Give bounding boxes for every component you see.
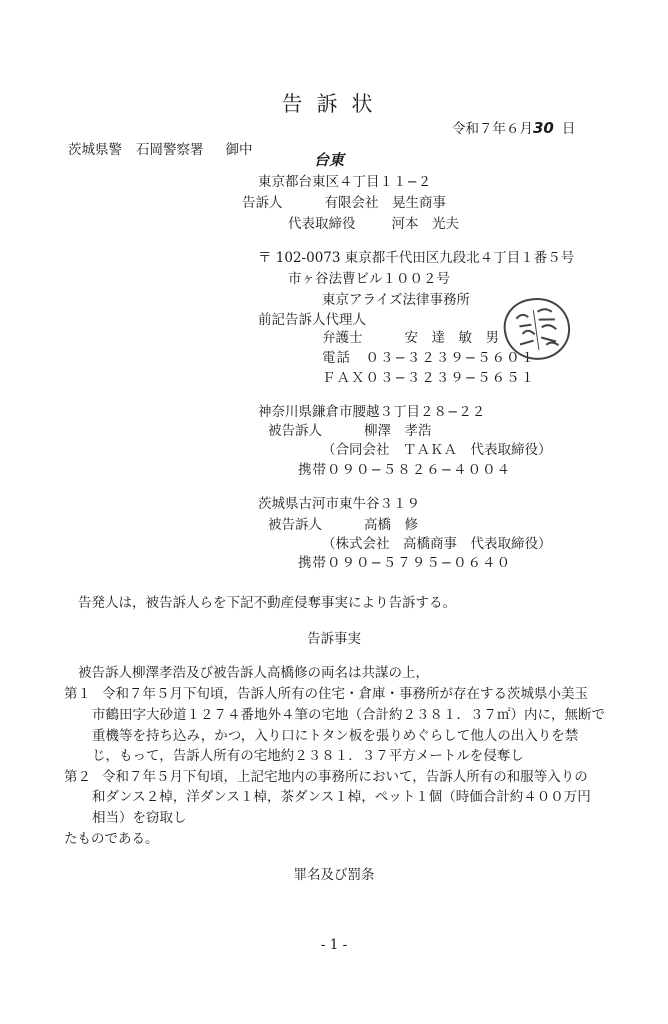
fact-item-2-label: 第２ bbox=[64, 769, 91, 785]
attorney-tel: 電話 ０３−３２３９−５６０１ bbox=[322, 350, 536, 366]
accused2-address: 茨城県古河市東牛谷３１９ bbox=[258, 496, 420, 512]
addressee-station: 石岡警察署 bbox=[136, 142, 204, 158]
fact-item-1-line: じ，もって，告訴人所有の宅地約２３８１．３７平方メートルを侵奪し bbox=[92, 748, 524, 764]
rep-title: 代表取締役 bbox=[288, 216, 356, 232]
accused1-address: 神奈川県鎌倉市腰越３丁目２８−２２ bbox=[258, 404, 486, 420]
accused2-label: 被告訴人 bbox=[268, 517, 322, 533]
addressee bbox=[68, 138, 253, 158]
fact-item-1-line: 重機等を持ち込み，かつ，入り口にトタン板を張りめぐらして他人の出入りを禁 bbox=[92, 728, 579, 744]
accused2-name: 高橋 修 bbox=[364, 517, 418, 533]
rep-name: 河本 光夫 bbox=[391, 216, 459, 232]
accused2-row bbox=[268, 513, 418, 533]
complainant-address: 東京都台東区４丁目１１−２ bbox=[258, 174, 432, 190]
complainant-label: 告訴人 bbox=[242, 195, 283, 211]
document-date bbox=[452, 117, 575, 137]
attorney-role: 前記告訴人代理人 bbox=[258, 312, 366, 328]
addressee-suffix: 御中 bbox=[225, 142, 253, 158]
fact-item-2-line: 和ダンス２棹，洋ダンス１棹，茶ダンス１棹，ペット１個（時価合計約４００万円 bbox=[92, 789, 591, 805]
fact-item-1-label: 第１ bbox=[64, 686, 91, 702]
attorney-address: 〒 102-0073 東京都千代田区九段北４丁目１番５号 bbox=[258, 250, 575, 266]
accused1-affiliation: （合同会社 ＴＡＫＡ 代表取締役） bbox=[322, 442, 552, 458]
page-number: - 1 - bbox=[320, 937, 348, 953]
accused1-row bbox=[268, 419, 432, 439]
attorney-title: 弁護士 bbox=[322, 330, 363, 346]
facts-closing: たものである。 bbox=[64, 831, 159, 847]
facts-intro: 被告訴人柳澤孝浩及び被告訴人高橋修の両名は共謀の上， bbox=[78, 665, 429, 681]
facts-heading: 告訴事実 bbox=[307, 631, 361, 647]
accused2-affiliation: （株式会社 高橋商事 代表取締役） bbox=[322, 536, 552, 552]
fact-item-2-line: 相当）を窃取し bbox=[92, 810, 187, 826]
date-day-handwritten: 30 bbox=[533, 119, 554, 137]
attorney-name: 安 達 敏 男 bbox=[404, 330, 499, 346]
attorney-title-row bbox=[322, 326, 499, 346]
complainant-rep bbox=[288, 212, 459, 232]
seal-icon bbox=[507, 300, 567, 357]
accused1-label: 被告訴人 bbox=[268, 423, 322, 439]
complainant-row bbox=[242, 191, 446, 211]
attorney-building: 市ヶ谷法曹ビル１００２号 bbox=[288, 271, 450, 287]
accused1-name: 柳澤 孝浩 bbox=[364, 423, 432, 439]
date-text: 令和７年６月 bbox=[452, 121, 533, 137]
handwritten-correction: 台東 bbox=[314, 151, 345, 169]
charges-heading: 罪名及び罰条 bbox=[293, 867, 375, 883]
attorney-firm: 東京アライズ法律事務所 bbox=[322, 292, 470, 308]
accused1-mobile: 携帯０９０−５８２６−４００４ bbox=[298, 462, 512, 478]
attorney-fax: ＦＡＸ０３−３２３９−５６５１ bbox=[322, 370, 536, 386]
complaint-statement: 告発人は，被告訴人らを下記不動産侵奪事実により告訴する。 bbox=[78, 595, 456, 611]
fact-item-1-line: 市鶴田字大砂道１２７４番地外４筆の宅地（合計約２３８１．３７㎡）内に，無断で bbox=[92, 707, 605, 723]
accused2-mobile: 携帯０９０−５７９５−０６４０ bbox=[298, 555, 512, 571]
date-suffix: 日 bbox=[561, 121, 576, 137]
document-title: 告訴状 bbox=[281, 92, 387, 116]
addressee-police: 茨城県警 bbox=[68, 142, 122, 158]
complainant-company: 有限会社 晃生商事 bbox=[324, 195, 446, 211]
fact-item-1-line: 令和７年５月下旬頃，告訴人所有の住宅・倉庫・事務所が存在する茨城県小美玉 bbox=[102, 686, 588, 702]
fact-item-2-line: 令和７年５月下旬頃，上記宅地内の事務所において，告訴人所有の和服等入りの bbox=[102, 769, 588, 785]
